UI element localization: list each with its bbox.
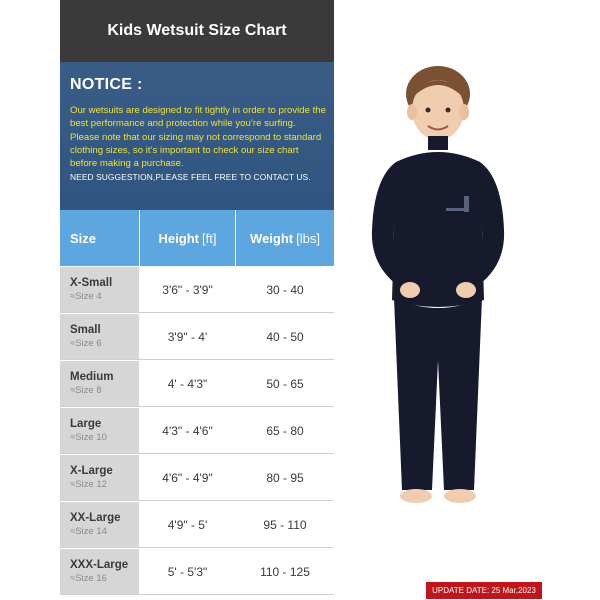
table-row [60, 548, 334, 595]
size-equivalent: ≈Size 4 [70, 291, 102, 302]
size-cell [60, 502, 140, 547]
size-table [60, 210, 334, 595]
header-size: Size [60, 210, 140, 266]
update-date-badge: UPDATE DATE: 25 Mar,2023 [426, 582, 542, 599]
size-cell [60, 408, 140, 453]
notice-contact: NEED SUGGESTION,PLEASE FEEL FREE TO CONTACT US. [70, 172, 311, 183]
table-row [60, 407, 334, 454]
table-header [60, 210, 334, 266]
notice-heading: NOTICE : [70, 76, 143, 93]
size-equivalent: ≈Size 10 [70, 432, 107, 443]
size-name: Medium [70, 371, 114, 383]
size-cell [60, 549, 140, 594]
size-name: XXX-Large [70, 559, 129, 571]
weight-cell: 110 - 125 [236, 549, 334, 594]
child-wetsuit-photo [334, 0, 600, 580]
size-name: X-Large [70, 465, 113, 477]
size-name: XX-Large [70, 512, 121, 524]
height-cell: 4' - 4'3" [140, 361, 236, 406]
size-equivalent: ≈Size 14 [70, 526, 107, 537]
height-cell: 4'6" - 4'9" [140, 455, 236, 500]
size-cell [60, 361, 140, 406]
size-name: X-Small [70, 277, 113, 289]
size-equivalent: ≈Size 12 [70, 479, 107, 490]
page-title: Kids Wetsuit Size Chart [60, 0, 334, 62]
child-wetsuit-illustration [334, 0, 600, 580]
height-cell: 3'9" - 4' [140, 314, 236, 359]
size-cell [60, 455, 140, 500]
size-name: Large [70, 418, 102, 430]
size-equivalent: ≈Size 16 [70, 573, 107, 584]
table-row [60, 313, 334, 360]
table-row [60, 360, 334, 407]
weight-cell: 40 - 50 [236, 314, 334, 359]
notice-box [60, 62, 334, 210]
weight-cell: 65 - 80 [236, 408, 334, 453]
height-cell: 5' - 5'3" [140, 549, 236, 594]
weight-cell: 30 - 40 [236, 267, 334, 312]
weight-cell: 95 - 110 [236, 502, 334, 547]
size-equivalent: ≈Size 6 [70, 338, 102, 349]
table-row [60, 454, 334, 501]
table-row [60, 501, 334, 548]
weight-cell: 50 - 65 [236, 361, 334, 406]
table-body [60, 266, 334, 595]
notice-body: Our wetsuits are designed to fit tightly in order to provide the best performance and protection while you’re surfing. Please note that our sizing may not correspond to standard clothing sizes, so it’s important to check our size chart before making a purchase. [70, 105, 326, 170]
size-cell [60, 314, 140, 359]
header-height: Height [ft] [140, 210, 236, 266]
size-cell [60, 267, 140, 312]
size-name: Small [70, 324, 101, 336]
height-cell: 3'6" - 3'9" [140, 267, 236, 312]
size-equivalent: ≈Size 8 [70, 385, 102, 396]
header-weight: Weight [lbs] [250, 230, 320, 246]
weight-cell: 80 - 95 [236, 455, 334, 500]
table-row [60, 266, 334, 313]
size-chart-panel [60, 0, 334, 600]
height-cell: 4'3" - 4'6" [140, 408, 236, 453]
height-cell: 4'9" - 5' [140, 502, 236, 547]
